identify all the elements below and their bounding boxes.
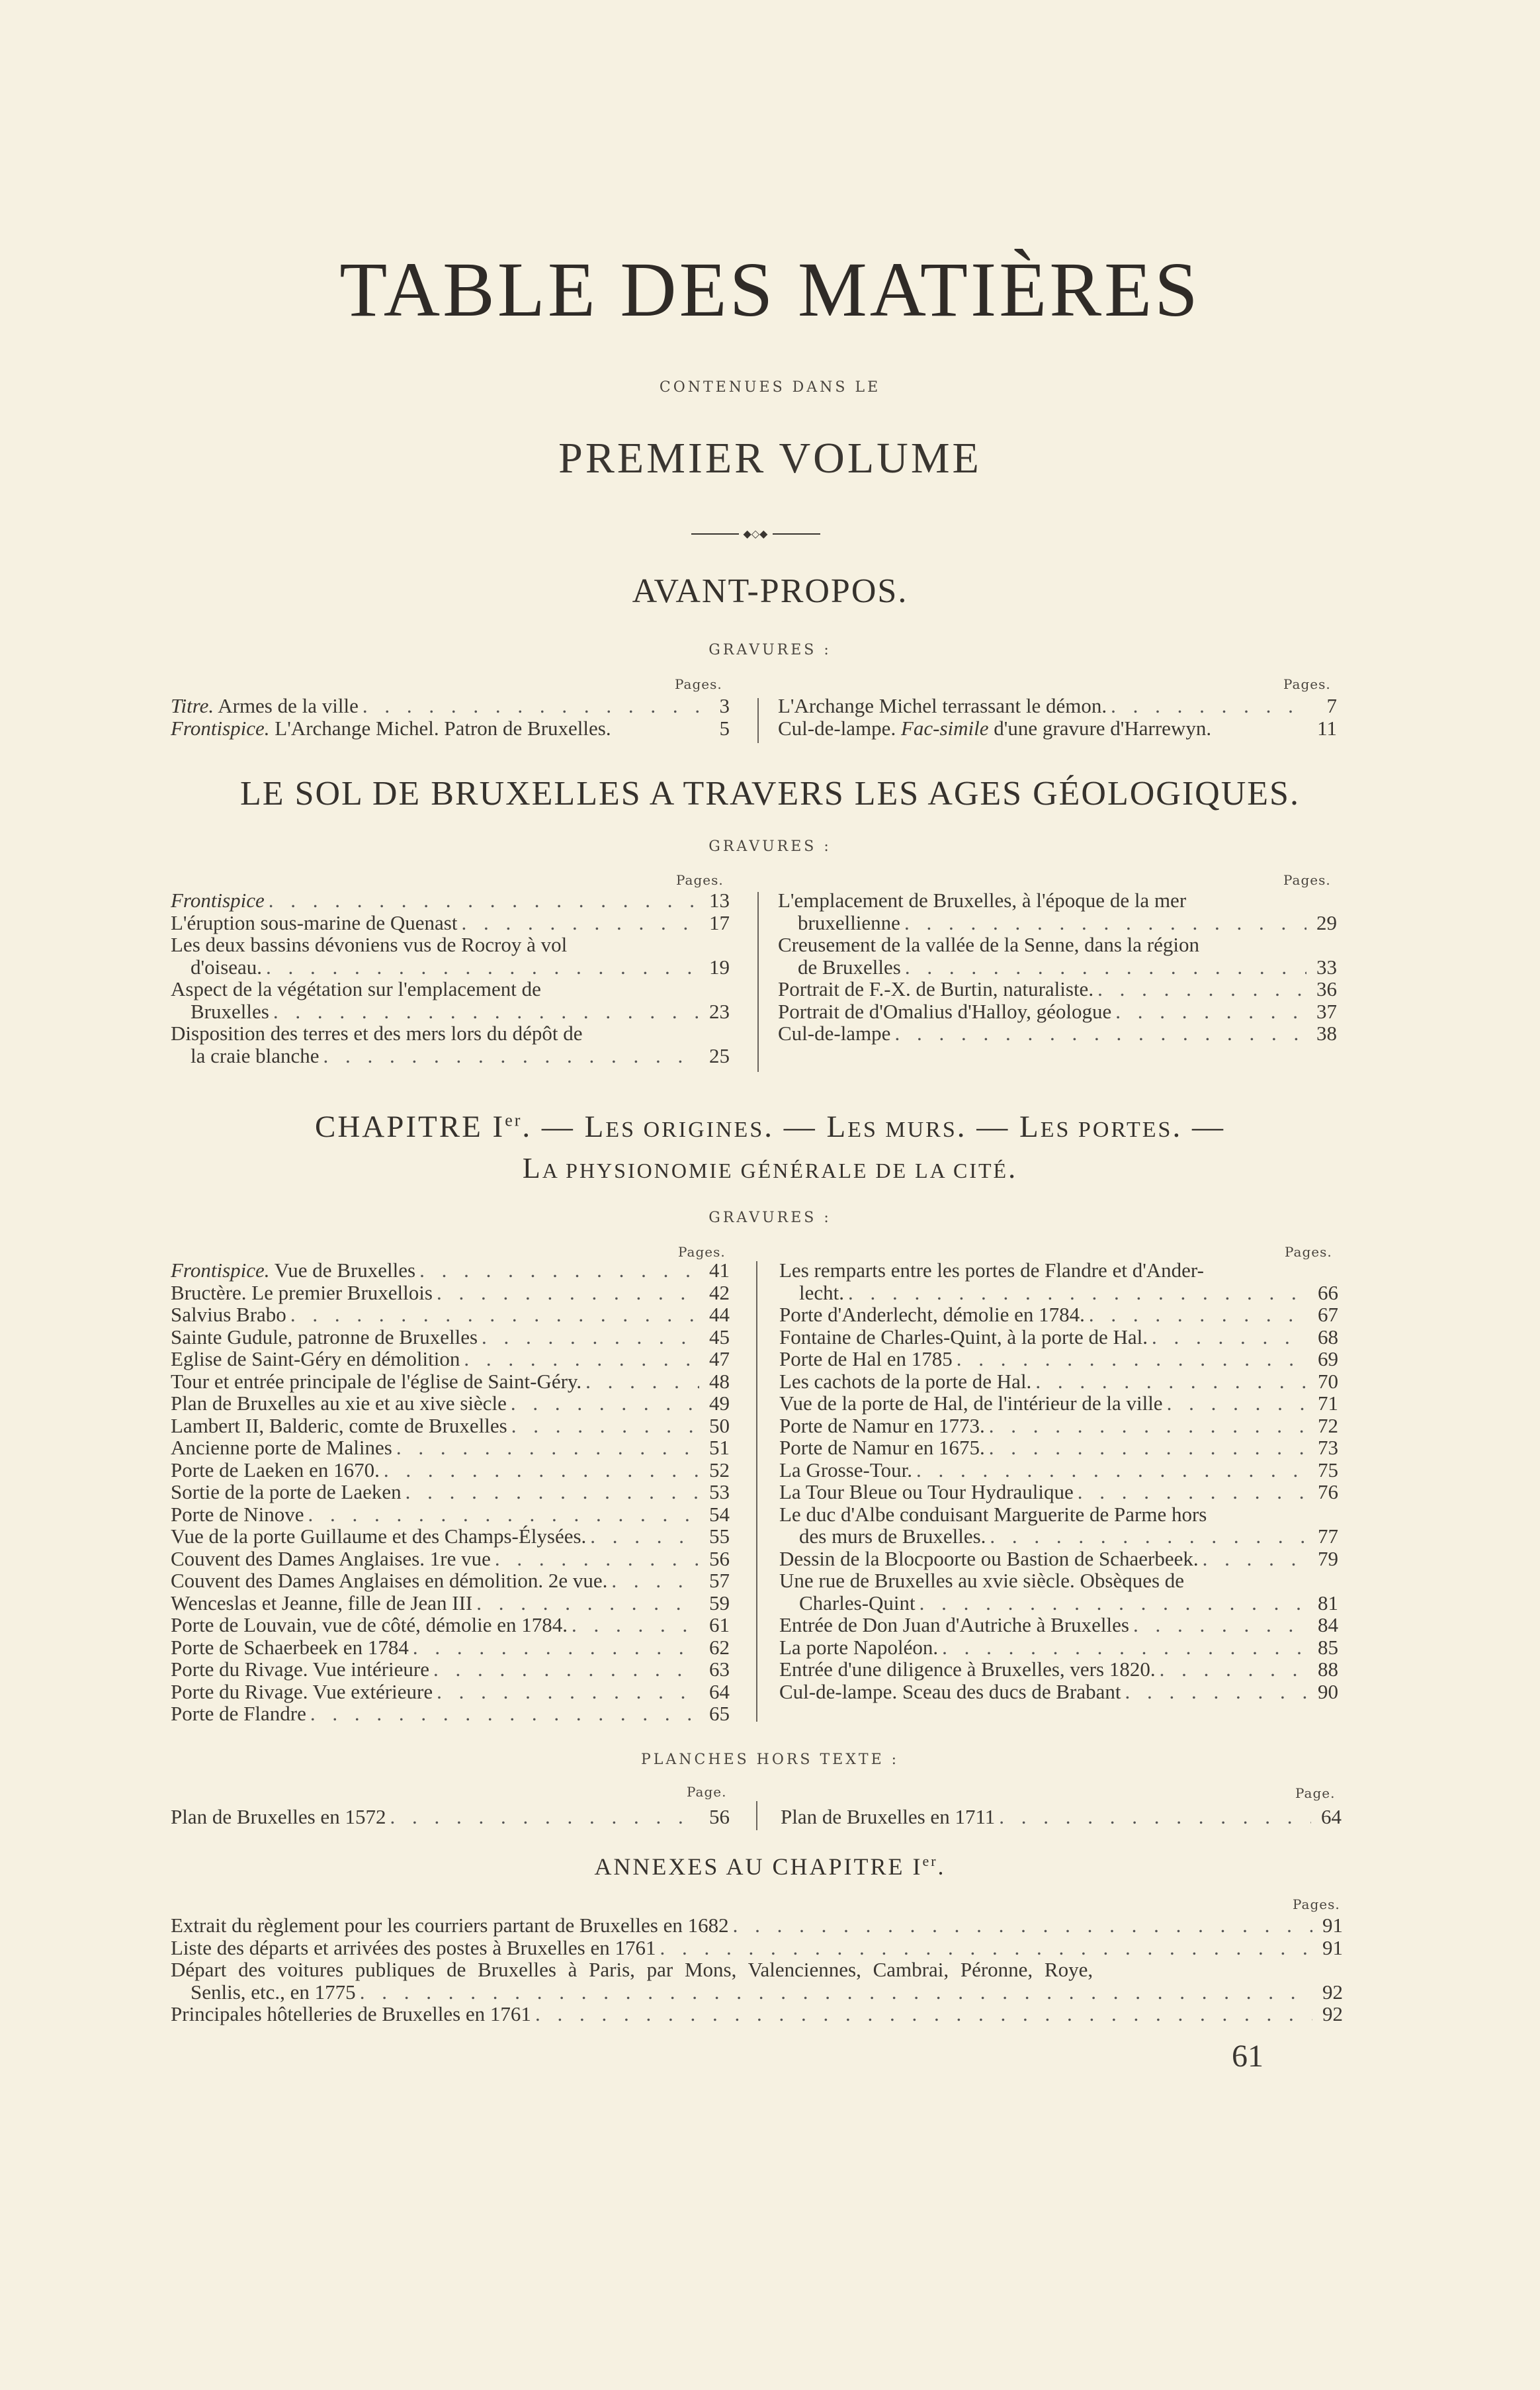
toc-entry[interactable]: Porte de Flandre . . . 65 (171, 1703, 730, 1725)
toc-entry[interactable]: Charles-Quint . . . 81 (779, 1592, 1338, 1615)
toc-entry[interactable]: Cul-de-lampe. Fac-simile d'une gravure d'Harrewyn. 11 (778, 716, 1337, 740)
gravures-label: GRAVURES : (708, 1210, 832, 1226)
toc-entry[interactable]: Plan de Bruxelles au xie et au xive siècle . . . 49 (171, 1392, 730, 1415)
gravures-label: GRAVURES : (708, 642, 832, 658)
section-title-avant-propos: AVANT-PROPOS. (632, 572, 908, 610)
toc-entry[interactable]: Ancienne porte de Malines . . . 51 (171, 1437, 730, 1459)
ornament-divider (691, 529, 820, 539)
pages-header: Pages. (1285, 1244, 1332, 1260)
avant-propos-left (171, 695, 730, 739)
page-header: Page. (687, 1784, 727, 1800)
volume-title: PREMIER VOLUME (558, 434, 982, 482)
toc-entry[interactable]: Sortie de la porte de Laeken . . . 53 (171, 1481, 730, 1503)
toc-entry[interactable]: Porte de Laeken en 1670. . . . 52 (171, 1459, 730, 1482)
toc-entry[interactable]: L'Archange Michel terrassant le démon. . . . 7 (778, 695, 1337, 717)
toc-entry[interactable]: Bruxelles . . . 23 (171, 1000, 730, 1023)
toc-entry[interactable]: Extrait du règlement pour les courriers partant de Bruxelles en 1682 . . . 91 (171, 1914, 1343, 1937)
toc-entry[interactable]: Frontispice . . . 13 (171, 889, 730, 912)
pages-header: Pages. (1293, 1896, 1340, 1912)
pages-header: Pages. (675, 676, 722, 692)
toc-entry[interactable]: La Tour Bleue ou Tour Hydraulique . . . 76 (779, 1481, 1338, 1503)
toc-entry[interactable]: Porte de Schaerbeek en 1784 . . . 62 (171, 1636, 730, 1659)
section-title-sol: LE SOL DE BRUXELLES A TRAVERS LES AGES GÉOLOGIQUES. (240, 775, 1300, 813)
toc-entry[interactable]: Porte de Namur en 1675. . . . 73 (779, 1437, 1338, 1459)
pages-header: Pages. (678, 1244, 726, 1260)
toc-entry[interactable]: des murs de Bruxelles. . . . 77 (779, 1525, 1338, 1548)
toc-entry[interactable]: Les cachots de la porte de Hal. . . . 70 (779, 1370, 1338, 1393)
toc-entry[interactable]: Frontispice. Vue de Bruxelles . . . 41 (171, 1259, 730, 1282)
annexes-title: ANNEXES AU CHAPITRE Ier. (594, 1853, 946, 1880)
toc-entry[interactable]: Vue de la porte Guillaume et des Champs-Élysées. . . . 55 (171, 1525, 730, 1548)
page-title: TABLE DES MATIÈRES (339, 246, 1201, 333)
toc-entry[interactable]: Tour et entrée principale de l'église de Saint-Géry. . . . 48 (171, 1370, 730, 1393)
subtitle: CONTENUES DANS LE (659, 379, 881, 396)
planches-label: PLANCHES HORS TEXTE : (640, 1751, 900, 1768)
toc-entry[interactable]: Portrait de d'Omalius d'Halloy, géologue . . . 37 (778, 1000, 1337, 1023)
toc-entry[interactable]: Portrait de F.-X. de Burtin, naturaliste. . . . 36 (778, 978, 1337, 1000)
toc-entry[interactable]: Disposition des terres et des mers lors du dépôt de (171, 1022, 583, 1045)
page-header: Page. (1295, 1785, 1336, 1801)
annexes-list (171, 1914, 1343, 2025)
toc-entry[interactable]: Frontispice. L'Archange Michel. Patron de Bruxelles. 5 (171, 716, 730, 740)
toc-entry[interactable]: Les deux bassins dévoniens vus de Rocroy à vol (171, 933, 568, 956)
svg-text:◆◇◆: ◆◇◆ (743, 529, 768, 539)
sol-right (778, 889, 1337, 1045)
toc-entry[interactable]: Fontaine de Charles-Quint, à la porte de Hal. . . . 68 (779, 1326, 1338, 1349)
toc-entry[interactable]: La porte Napoléon. . . . 85 (779, 1636, 1338, 1659)
toc-entry[interactable]: Dessin de la Blocpoorte ou Bastion de Schaerbeek. . . . 79 (779, 1548, 1338, 1570)
pages-header: Pages. (1283, 676, 1331, 692)
pages-header: Pages. (676, 872, 724, 888)
toc-entry[interactable]: Entrée d'une diligence à Bruxelles, vers 1820. . . . 88 (779, 1658, 1338, 1681)
toc-entry[interactable]: Le duc d'Albe conduisant Marguerite de Parme hors (779, 1502, 1207, 1526)
column-divider (756, 1261, 757, 1722)
toc-entry[interactable]: de Bruxelles . . . 33 (778, 956, 1337, 979)
toc-entry[interactable]: Salvius Brabo . . . 44 (171, 1304, 730, 1326)
planches-left (171, 1806, 730, 1828)
toc-entry[interactable]: Porte d'Anderlecht, démolie en 1784. . . . 67 (779, 1304, 1338, 1326)
toc-entry[interactable]: Porte du Rivage. Vue intérieure . . . 63 (171, 1658, 730, 1681)
toc-entry[interactable]: la craie blanche . . . 25 (171, 1045, 730, 1067)
toc-entry[interactable]: Entrée de Don Juan d'Autriche à Bruxelles . . . 84 (779, 1614, 1338, 1636)
toc-entry[interactable]: lecht. . . . 66 (779, 1282, 1338, 1304)
toc-entry[interactable]: Une rue de Bruxelles au xvie siècle. Obsèques de (779, 1569, 1185, 1592)
toc-entry[interactable]: Titre. Armes de la ville . . . 3 (171, 695, 730, 717)
chapter-left-column (171, 1259, 730, 1725)
avant-propos-right (778, 695, 1337, 739)
toc-entry[interactable]: Senlis, etc., en 1775 . . . 92 (171, 1981, 1343, 2004)
toc-entry[interactable]: Départ des voitures publiques de Bruxelles à Paris, par Mons, Valenciennes, Cambrai, Péronne, Roye, (171, 1958, 1093, 1981)
toc-entry[interactable]: Eglise de Saint-Géry en démolition . . . 47 (171, 1348, 730, 1370)
toc-entry[interactable]: d'oiseau. . . . 19 (171, 956, 730, 979)
toc-entry[interactable]: Cul-de-lampe . . . 38 (778, 1022, 1337, 1045)
sol-left (171, 889, 730, 1067)
toc-entry[interactable]: Aspect de la végétation sur l'emplacement de (171, 977, 541, 1000)
page-number: 61 (1232, 2039, 1263, 2074)
chapter-title-line1: CHAPITRE Ier. — LES ORIGINES. — LES MURS. — LES PORTES. — (315, 1110, 1225, 1144)
toc-entry[interactable]: Plan de Bruxelles en 1572 . . . 56 (171, 1806, 730, 1828)
toc-entry[interactable]: Plan de Bruxelles en 1711 . . . 64 (781, 1806, 1342, 1828)
column-divider (756, 1801, 757, 1830)
planches-right (781, 1806, 1342, 1828)
gravures-label: GRAVURES : (708, 838, 832, 855)
toc-entry[interactable]: Couvent des Dames Anglaises. 1re vue . . . 56 (171, 1548, 730, 1570)
toc-entry[interactable]: Couvent des Dames Anglaises en démolition. 2e vue. . . . 57 (171, 1570, 730, 1592)
toc-entry[interactable]: Porte de Louvain, vue de côté, démolie en 1784. . . . 61 (171, 1614, 730, 1636)
toc-entry[interactable]: L'emplacement de Bruxelles, à l'époque de la mer (778, 889, 1187, 912)
toc-entry[interactable]: Wenceslas et Jeanne, fille de Jean III . . . 59 (171, 1592, 730, 1615)
toc-entry[interactable]: Bructère. Le premier Bruxellois . . . 42 (171, 1282, 730, 1304)
toc-entry[interactable]: Lambert II, Balderic, comte de Bruxelles . . . 50 (171, 1415, 730, 1437)
chapter-title-line2: LA PHYSIONOMIE GÉNÉRALE DE LA CITÉ. (522, 1152, 1018, 1184)
toc-entry[interactable]: Sainte Gudule, patronne de Bruxelles . . . 45 (171, 1326, 730, 1349)
toc-entry[interactable]: Les remparts entre les portes de Flandre et d'Ander- (779, 1259, 1204, 1282)
toc-entry[interactable]: Porte du Rivage. Vue extérieure . . . 64 (171, 1681, 730, 1703)
toc-entry[interactable]: Porte de Ninove . . . 54 (171, 1503, 730, 1526)
toc-entry[interactable]: Vue de la porte de Hal, de l'intérieur de la ville . . . 71 (779, 1392, 1338, 1415)
toc-entry[interactable]: Cul-de-lampe. Sceau des ducs de Brabant . . . 90 (779, 1681, 1338, 1703)
column-divider (757, 892, 759, 1072)
toc-entry[interactable]: bruxellienne . . . 29 (778, 912, 1337, 934)
pages-header: Pages. (1283, 872, 1331, 888)
toc-entry[interactable]: Creusement de la vallée de la Senne, dans la région (778, 933, 1199, 956)
chapter-right-column (779, 1259, 1338, 1703)
toc-entry[interactable]: Liste des départs et arrivées des postes à Bruxelles en 1761 . . . 91 (171, 1937, 1343, 1959)
toc-entry[interactable]: Principales hôtelleries de Bruxelles en 1761 . . . 92 (171, 2003, 1343, 2025)
column-divider (757, 698, 759, 743)
toc-entry[interactable]: Porte de Hal en 1785 . . . 69 (779, 1348, 1338, 1370)
toc-entry[interactable]: Porte de Namur en 1773. . . . 72 (779, 1415, 1338, 1437)
toc-entry[interactable]: La Grosse-Tour. . . . 75 (779, 1459, 1338, 1482)
toc-entry[interactable]: L'éruption sous-marine de Quenast . . . 17 (171, 912, 730, 934)
